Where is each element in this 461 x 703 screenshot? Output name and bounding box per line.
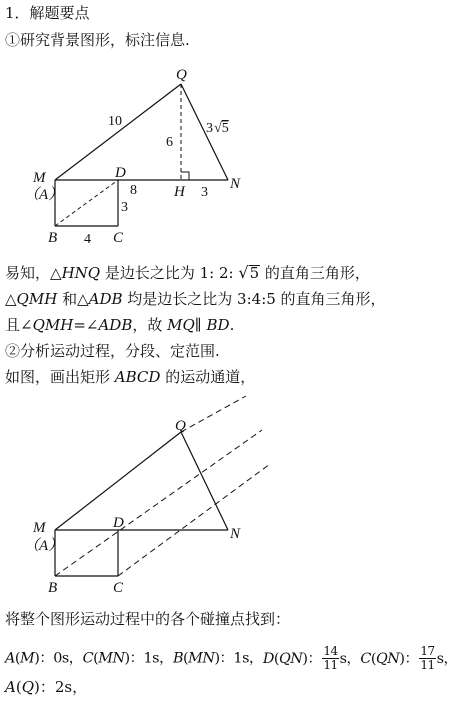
collision-point: C(MN)：1s， xyxy=(82,650,173,667)
figure-1 xyxy=(0,55,461,270)
label-B: B xyxy=(48,230,58,246)
length-QN: 3√5 xyxy=(206,121,229,136)
fraction: $\frac{14}{11}$ xyxy=(323,644,338,672)
length-QH: 6 xyxy=(166,135,173,150)
fraction: $\frac{17}{11}$ xyxy=(420,644,435,672)
section-heading: 1．解题要点 xyxy=(5,4,90,22)
fig2-label-C: C xyxy=(113,580,124,596)
fact-line-3: 且∠QMH=∠ADB，故 MQ∥ BD. xyxy=(5,316,235,334)
length-DC: 3 xyxy=(121,200,128,215)
label-Q: Q xyxy=(176,67,187,83)
diagonal-BD xyxy=(55,180,118,226)
right-angle-mark xyxy=(181,172,189,180)
label-H: H xyxy=(174,184,185,200)
fact-line-1: 易知，△HNQ 是边长之比为 1: 2: √5 的直角三角形， xyxy=(5,263,370,282)
fig2-label-B: B xyxy=(48,580,58,596)
label-M: M xyxy=(33,170,46,186)
collision-point: C(QN)： $\frac{17}{11}$ s， xyxy=(360,644,458,672)
collision-points-line-2 xyxy=(5,677,87,697)
figure-2 xyxy=(0,392,461,602)
collision-intro: 将整个图形运动过程中的各个碰撞点找到： xyxy=(5,610,291,628)
fig2-label-D: D xyxy=(113,515,124,531)
length-DH: 8 xyxy=(130,183,137,198)
step-2-text: ②分析运动过程，分段、定范围. xyxy=(5,342,220,360)
collision-point: A(Q)：2s， xyxy=(5,678,88,696)
fig2-label-N: N xyxy=(230,526,241,542)
label-D: D xyxy=(115,165,126,181)
length-BC: 4 xyxy=(84,232,91,247)
collision-point: A(M)：0s， xyxy=(5,650,83,667)
channel-line-middle xyxy=(55,430,262,576)
motion-intro-line: 如图，画出矩形 ABCD 的运动通道， xyxy=(5,368,256,386)
collision-point: B(MN)：1s， xyxy=(172,650,263,667)
channel-line-top xyxy=(181,396,246,432)
label-C: C xyxy=(113,230,124,246)
fig2-segment-QN xyxy=(181,432,228,530)
channel-line-bottom xyxy=(118,464,270,576)
collision-point: D(QN)： $\frac{14}{11}$ s， xyxy=(262,644,361,672)
collision-points-line-1 xyxy=(5,645,457,672)
fact-line-2: △QMH 和△ADB 均是边长之比为 3:4:5 的直角三角形， xyxy=(5,290,386,308)
step-1-text: ①研究背景图形，标注信息. xyxy=(5,31,190,49)
fig2-label-Q: Q xyxy=(175,418,186,434)
fig2-label-A: （A） xyxy=(24,538,64,554)
length-HN: 3 xyxy=(201,185,208,200)
fig2-label-M: M xyxy=(33,520,46,536)
length-QN-radicand: 5 xyxy=(221,121,229,136)
label-N: N xyxy=(230,176,241,192)
label-A: （A） xyxy=(24,187,64,203)
sqrt-5: 5 xyxy=(249,264,260,282)
length-MQ: 10 xyxy=(108,114,122,129)
